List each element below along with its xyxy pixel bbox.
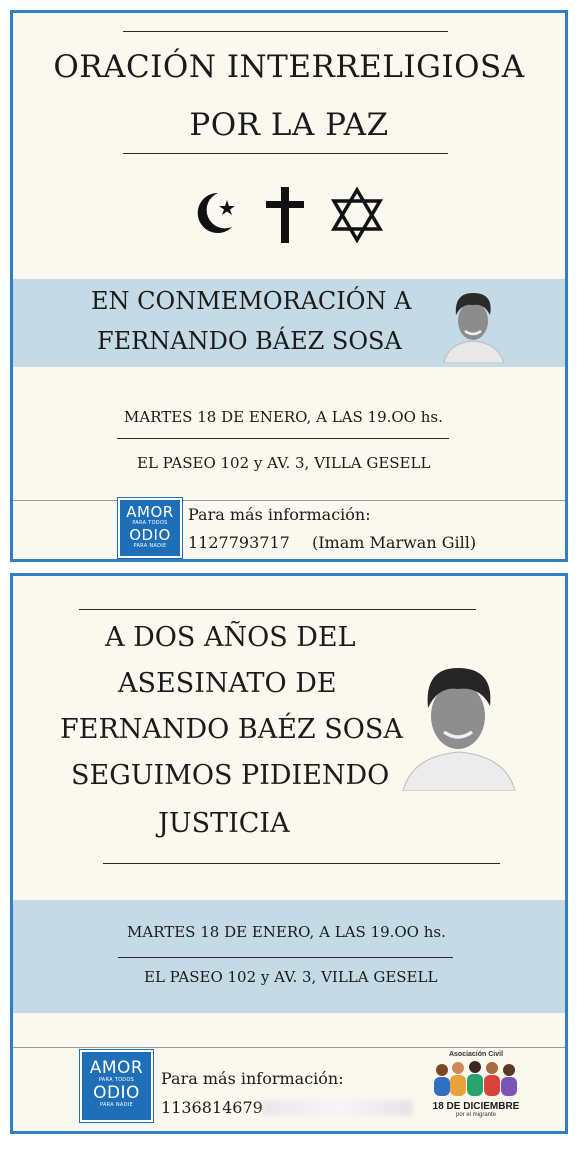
event-date: MARTES 18 DE ENERO, A LAS 19.OO hs. bbox=[127, 923, 446, 941]
people-group-icon bbox=[428, 1058, 524, 1096]
poster-title-line2: POR LA PAZ bbox=[189, 107, 389, 143]
amor-odio-logo: AMOR PARA TODOS ODIO PARA NADIE bbox=[80, 1050, 153, 1122]
banner-line2: FERNANDO BÁEZ SOSA bbox=[97, 327, 402, 355]
headline-rule bbox=[103, 863, 500, 864]
event-place: EL PASEO 102 y AV. 3, VILLA GESELL bbox=[144, 968, 438, 986]
top-rule bbox=[123, 31, 448, 32]
commemoration-banner bbox=[13, 279, 565, 367]
info-label: Para más información: bbox=[161, 1069, 344, 1088]
footer-rule bbox=[13, 500, 565, 501]
headline-line5: JUSTICIA bbox=[158, 808, 290, 839]
banner-line1: EN CONMEMORACIÓN A bbox=[91, 287, 412, 315]
headline-line2: ASESINATO DE bbox=[118, 668, 337, 699]
headline-line3: FERNANDO BAÉZ SOSA bbox=[60, 714, 403, 745]
footer-rule bbox=[13, 1047, 565, 1048]
star-of-david-icon bbox=[331, 187, 383, 243]
top-rule bbox=[79, 609, 476, 610]
event-date: MARTES 18 DE ENERO, A LAS 19.OO hs. bbox=[124, 408, 443, 426]
org-sub-text: por el migrante bbox=[455, 1112, 497, 1118]
asociacion-18-diciembre-logo bbox=[425, 1051, 527, 1129]
redacted-contact bbox=[263, 1100, 413, 1116]
portrait-photo bbox=[398, 656, 520, 791]
info-phone: 1136814679 bbox=[161, 1098, 263, 1117]
cross-icon bbox=[264, 185, 306, 245]
event-place: EL PASEO 102 y AV. 3, VILLA GESELL bbox=[137, 454, 431, 472]
org-main-text: 18 DE DICIEMBRE bbox=[432, 1101, 520, 1112]
headline-line4: SEGUIMOS PIDIENDO bbox=[71, 760, 390, 791]
poster-justicia bbox=[10, 573, 568, 1134]
crescent-star-icon bbox=[194, 189, 244, 237]
title-rule bbox=[123, 153, 448, 154]
org-top-text: Asociación Civil bbox=[448, 1051, 504, 1058]
info-phone: 1127793717 bbox=[188, 533, 290, 552]
headline-line1: A DOS AÑOS DEL bbox=[105, 622, 356, 653]
date-rule bbox=[117, 438, 449, 439]
info-contact-line bbox=[188, 533, 476, 552]
portrait-photo bbox=[438, 283, 508, 363]
poster-title-line1: ORACIÓN INTERRELIGIOSA bbox=[53, 49, 525, 85]
info-contact: (Imam Marwan Gill) bbox=[311, 533, 477, 552]
poster-oracion bbox=[10, 10, 568, 562]
event-info-band bbox=[13, 900, 565, 1013]
info-label: Para más información: bbox=[188, 505, 371, 524]
amor-odio-logo: AMOR PARA TODOS ODIO PARA NADIE bbox=[118, 498, 182, 558]
date-rule bbox=[118, 957, 453, 958]
